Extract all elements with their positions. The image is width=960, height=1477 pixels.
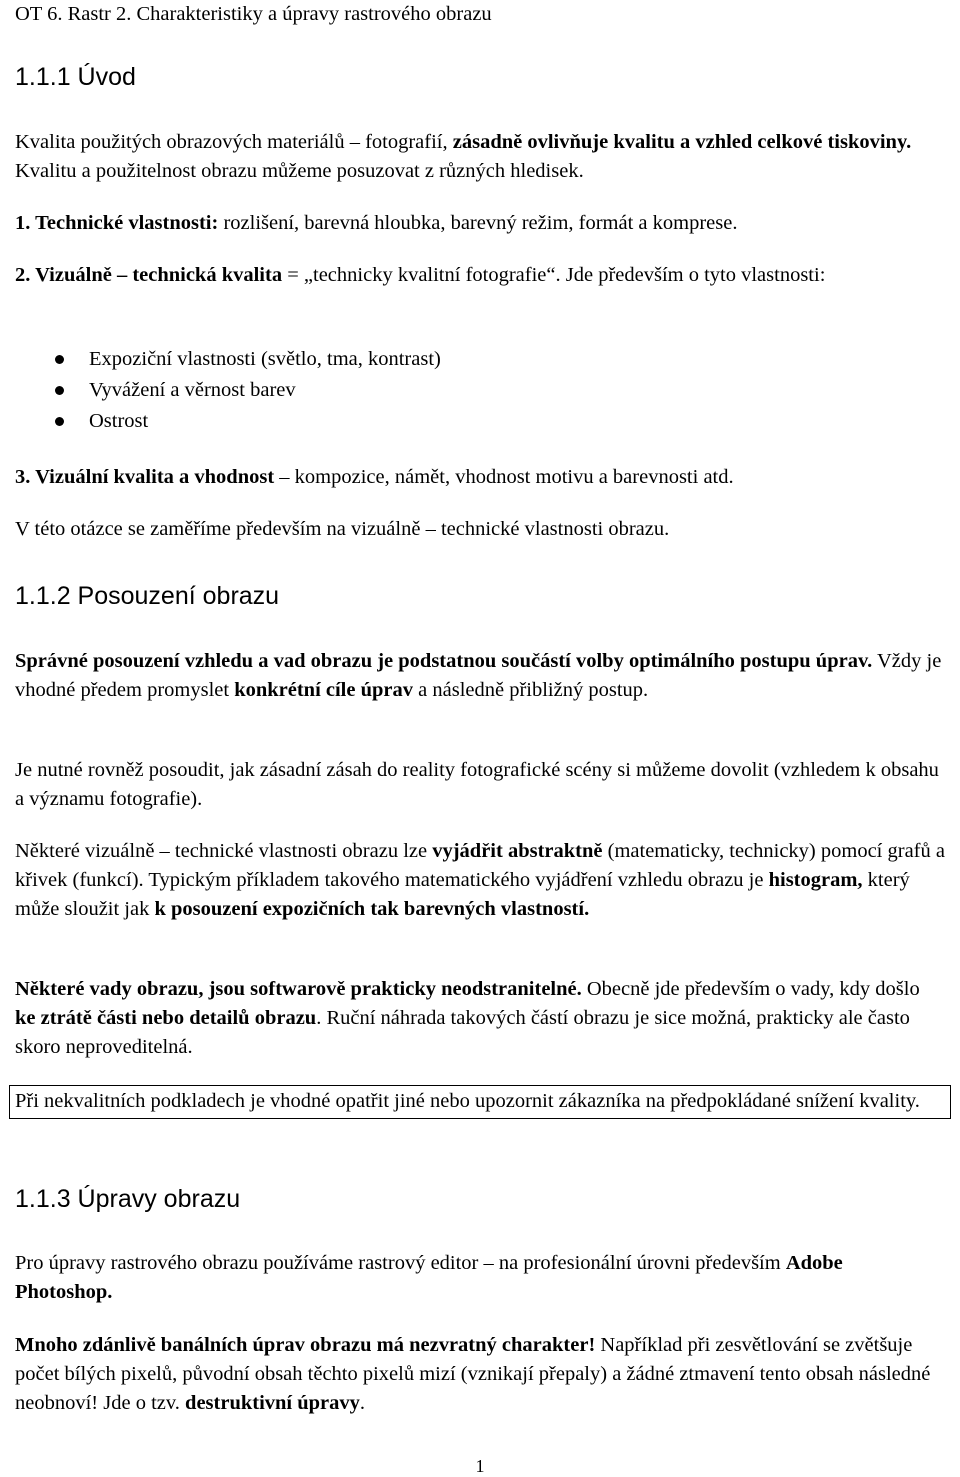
intro-text-1: Kvalita použitých obrazových materiálů – fotografií, bbox=[15, 131, 453, 153]
abstract-bold-1: vyjádřit abstraktně bbox=[432, 840, 603, 862]
defects-text-2: . Ruční náhrada takových částí obrazu je sice možná, prakticky ale často skoro neproveditelná. bbox=[15, 1007, 910, 1058]
item1-text: rozlišení, barevná hloubka, barevný režim, formát a komprese. bbox=[218, 212, 738, 234]
item3-text: – kompozice, námět, vhodnost motivu a barevnosti atd. bbox=[274, 466, 734, 488]
assessment-paragraph bbox=[15, 647, 945, 705]
bullet-text: Vyvážení a věrnost barev bbox=[89, 379, 296, 401]
intro-paragraph bbox=[15, 128, 945, 186]
abstract-bold-2: histogram, bbox=[768, 869, 863, 891]
bullet-item bbox=[15, 345, 441, 376]
page-number: 1 bbox=[475, 1456, 485, 1476]
abstract-text-3: který může sloužit jak bbox=[15, 869, 910, 920]
bullet-item bbox=[15, 407, 441, 438]
destructive-text-2: . bbox=[359, 1392, 366, 1414]
defects-text-1: Obecně jde především o vady, kdy došlo bbox=[581, 978, 920, 1000]
item1-label: 1. Technické vlastnosti: bbox=[15, 212, 219, 234]
page-header: OT 6. Rastr 2. Charakteristiky a úpravy rastrového obrazu bbox=[15, 3, 492, 25]
item2-label: 2. Vizuálně – technická kvalita bbox=[15, 264, 283, 286]
abstract-bold-3: k posouzení expozičních tak barevných vlastností. bbox=[154, 898, 590, 920]
bullet-icon bbox=[55, 417, 64, 426]
abstract-text-2: (matematicky, technicky) pomocí grafů a křivek (funkcí). Typickým příkladem takového matematického vyjádření vzhledu obrazu je bbox=[15, 840, 945, 891]
reality-paragraph: Je nutné rovněž posoudit, jak zásadní zásah do reality fotografické scény si můžeme dovolit (vzhledem k obsahu a významu fotografie). bbox=[15, 759, 939, 810]
destructive-paragraph bbox=[15, 1331, 945, 1418]
bullet-text: Expoziční vlastnosti (světlo, tma, kontrast) bbox=[89, 348, 441, 370]
bullet-text: Ostrost bbox=[89, 410, 149, 432]
intro-bold: zásadně ovlivňuje kvalitu a vzhled celkové tiskoviny. bbox=[452, 131, 912, 153]
editor-bold: Adobe Photoshop. bbox=[15, 1252, 843, 1303]
intro-text-2: Kvalitu a použitelnost obrazu můžeme posuzovat z různých hledisek. bbox=[15, 160, 584, 182]
abstract-paragraph bbox=[15, 837, 945, 924]
item3-label: 3. Vizuální kvalita a vhodnost bbox=[15, 466, 275, 488]
destructive-text-1: Například při zesvětlování se zvětšuje počet bílých pixelů, původní obsah těchto pixelů mizí (vznikají přepaly) a žádné ztmavení tento obsah následné neobnoví! Jde o tzv. bbox=[15, 1334, 931, 1414]
destructive-bold-2: destruktivní úpravy bbox=[185, 1392, 360, 1414]
section-heading-assessment: 1.1.2 Posouzení obrazu bbox=[15, 582, 280, 610]
assess-text-1: Vždy je vhodné předem promyslet bbox=[15, 650, 942, 701]
properties-bullet-list bbox=[15, 345, 441, 438]
abstract-text-1: Některé vizuálně – technické vlastnosti obrazu lze bbox=[15, 840, 433, 862]
destructive-bold-1: Mnoho zdánlivě banálních úprav obrazu má nezvratný charakter! bbox=[15, 1334, 596, 1356]
section-heading-intro: 1.1.1 Úvod bbox=[15, 63, 136, 91]
bullet-item bbox=[15, 376, 441, 407]
assess-text-2: a následně přibližný postup. bbox=[413, 679, 649, 701]
editor-text: Pro úpravy rastrového obrazu používáme rastrový editor – na profesionální úrovni především bbox=[15, 1252, 786, 1274]
assess-bold-1: Správné posouzení vzhledu a vad obrazu je podstatnou součástí volby optimálního postupu úprav. bbox=[15, 650, 873, 672]
boxed-note: Při nekvalitních podkladech je vhodné opatřit jiné nebo upozornit zákazníka na předpokládané snížení kvality. bbox=[9, 1085, 951, 1119]
bullet-icon bbox=[55, 386, 64, 395]
item-visual-quality bbox=[15, 463, 945, 492]
focus-paragraph: V této otázce se zaměříme především na vizuálně – technické vlastnosti obrazu. bbox=[15, 518, 670, 540]
item-technical-properties bbox=[15, 209, 945, 238]
section-heading-edits: 1.1.3 Úpravy obrazu bbox=[15, 1185, 241, 1213]
assess-bold-2: konkrétní cíle úprav bbox=[234, 679, 414, 701]
item2-text: = „technicky kvalitní fotografie“. Jde především o tyto vlastnosti: bbox=[282, 264, 826, 286]
item-visual-technical-quality bbox=[15, 261, 945, 290]
defects-paragraph bbox=[15, 975, 945, 1062]
editor-paragraph bbox=[15, 1249, 945, 1307]
defects-bold-1: Některé vady obrazu, jsou softwarově prakticky neodstranitelné. bbox=[15, 978, 582, 1000]
defects-bold-2: ke ztrátě části nebo detailů obrazu bbox=[15, 1007, 317, 1029]
bullet-icon bbox=[55, 355, 64, 364]
